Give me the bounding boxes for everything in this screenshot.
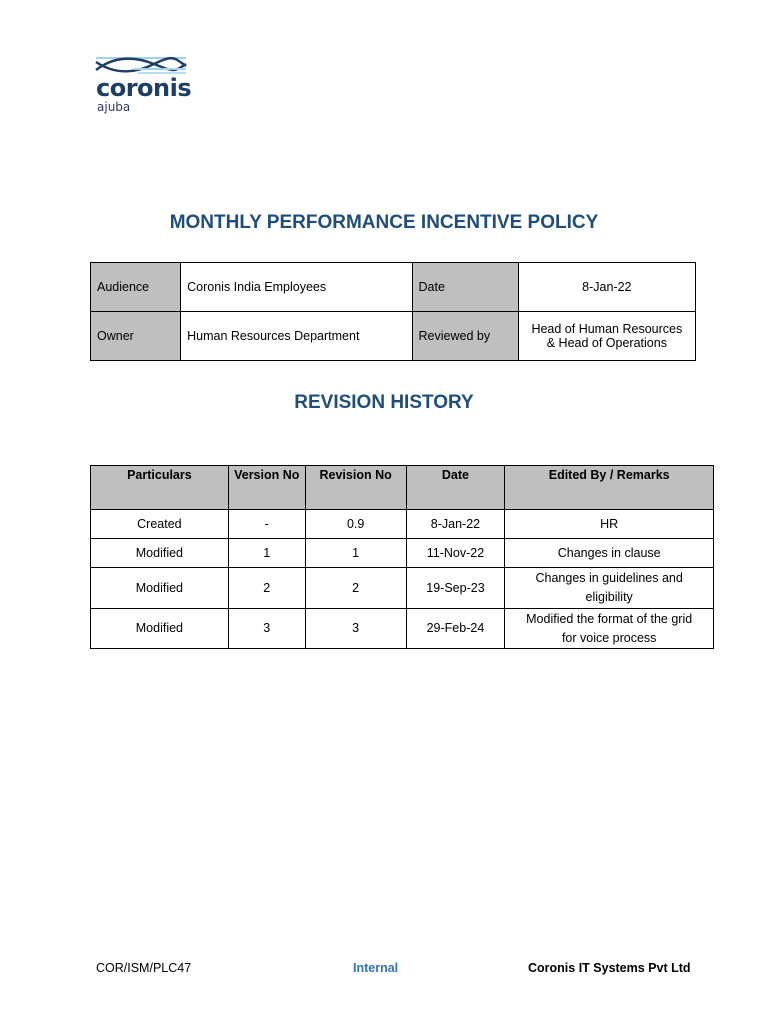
reviewed-by-line1: Head of Human Resources [531,322,683,336]
footer-classification: Internal [353,961,399,975]
company-logo [94,52,192,116]
column-header: Edited By / Remarks [505,466,714,510]
policy-info-table [90,262,696,361]
table-row [91,609,714,649]
column-header: Particulars [91,466,229,510]
reviewed-by-line2: & Head of Operations [546,336,667,350]
remarks-cell [505,510,714,539]
revision-cell: 1 [305,539,406,568]
date-label: Date [412,263,518,312]
remarks-line: Modified the format of the grid [526,611,693,626]
remarks-line: HR [600,516,619,531]
owner-value: Human Resources Department [181,312,412,361]
remarks-cell [505,609,714,649]
version-cell: - [228,510,305,539]
revision-history-table [90,465,714,649]
date-cell: 11-Nov-22 [406,539,505,568]
table-row [91,539,714,568]
info-row-owner [91,312,696,361]
particulars-cell: Modified [91,539,229,568]
remarks-line: for voice process [561,630,657,645]
audience-label: Audience [91,263,181,312]
logo-subtitle: ajuba [97,100,131,114]
particulars-cell: Modified [91,568,229,609]
table-row [91,510,714,539]
column-header: Date [406,466,505,510]
revision-cell: 2 [305,568,406,609]
remarks-line: Changes in guidelines and [535,571,683,585]
table-header-row [91,466,714,510]
table-row [91,568,714,609]
remarks-line: Changes in clause [557,545,661,560]
date-cell: 19-Sep-23 [406,568,505,609]
policy-title: MONTHLY PERFORMANCE INCENTIVE POLICY [169,212,599,233]
reviewed-by-label: Reviewed by [412,312,518,361]
version-cell: 1 [228,539,305,568]
date-value: 8-Jan-22 [518,263,695,312]
reviewed-by-value [518,312,695,361]
date-cell: 29-Feb-24 [406,609,505,649]
revision-cell: 3 [305,609,406,649]
remarks-cell [505,568,714,609]
version-cell: 2 [228,568,305,609]
particulars-cell: Modified [91,609,229,649]
audience-value: Coronis India Employees [181,263,412,312]
info-row-audience [91,263,696,312]
remarks-cell [505,539,714,568]
particulars-cell: Created [91,510,229,539]
column-header: Revision No [305,466,406,510]
owner-label: Owner [91,312,181,361]
version-cell: 3 [228,609,305,649]
footer-document-code: COR/ISM/PLC47 [96,961,192,975]
logo-wordmark: coronis [96,74,192,102]
remarks-line: eligibility [585,590,633,604]
revision-history-title: REVISION HISTORY [294,392,474,413]
revision-cell: 0.9 [305,510,406,539]
column-header: Version No [228,466,305,510]
footer-company-name: Coronis IT Systems Pvt Ltd [528,961,691,975]
date-cell: 8-Jan-22 [406,510,505,539]
